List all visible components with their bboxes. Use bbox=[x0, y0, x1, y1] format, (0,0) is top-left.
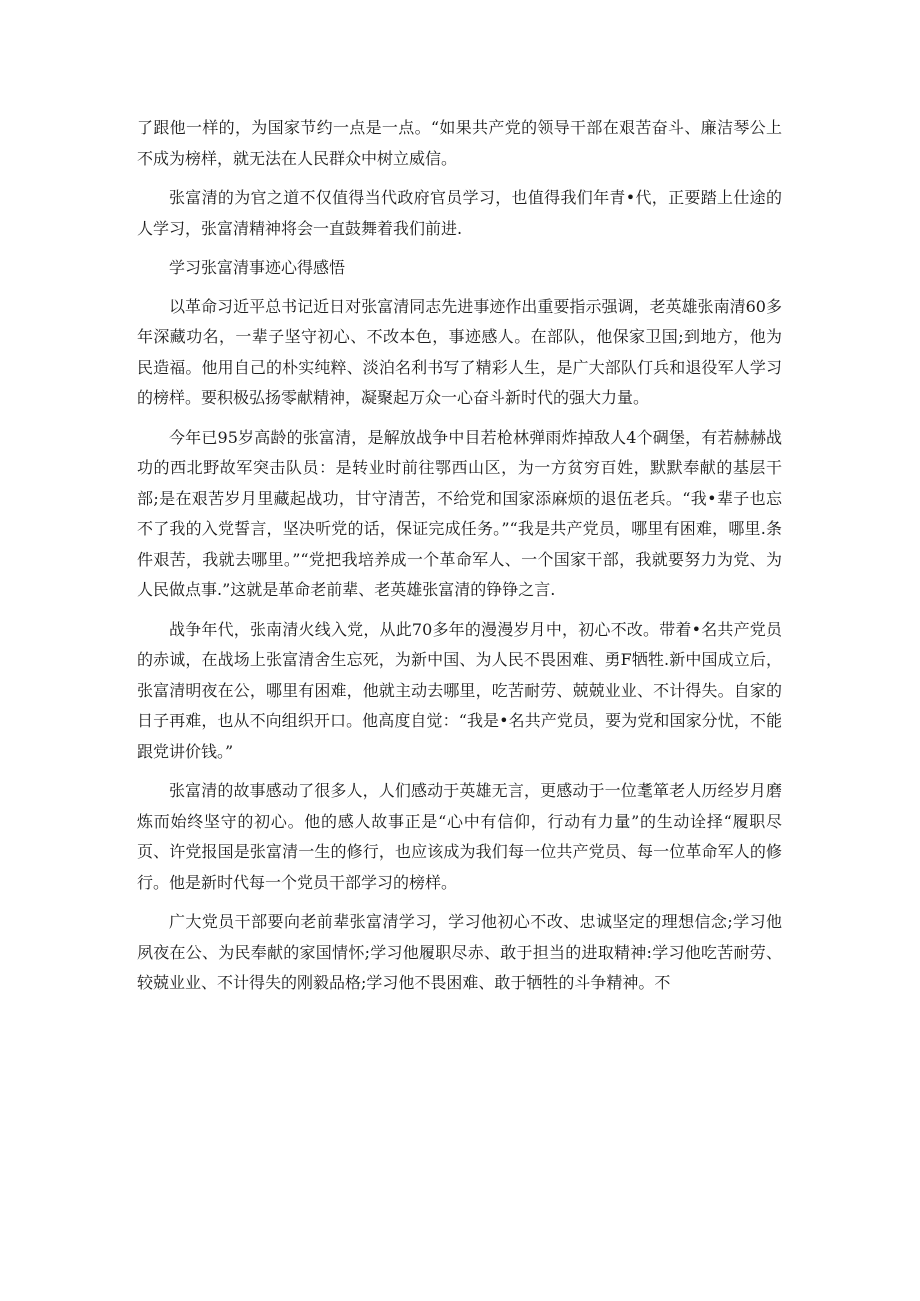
paragraph: 以革命习近平总书记近日对张富清同志先进事迹作出重要指示强调，老英雄张南清60多年深藏功名，一辈子坚守初心、不改本色，事迹感人。在部队，他保家卫国;到地方，他为民造福。他用自己的朴实纯粹、淡泊名利书写了精彩人生，是广大部队仃兵和退役军人学习的榜样。要积极弘扬零献精神，凝聚起万众一心奋斗新时代的强大力量。 bbox=[137, 296, 782, 407]
section-heading: 学习张富清事迹心得感悟 bbox=[169, 258, 346, 277]
paragraph-continued: 了跟他一样的，为国家节约一点是一点。“如果共产党的领导干部在艰苦奋斗、廉洁琴公上不成为榜样，就无法在人民群众中树立威信。 bbox=[137, 118, 782, 168]
paragraph: 张富清的为官之道不仅值得当代政府官员学习，也值得我们年青•代，正要踏上仕途的人学习，张富清精神将会一直鼓舞着我们前进. bbox=[137, 188, 782, 238]
paragraph: 广大党员干部要向老前辈张富清学习，学习他初心不改、忠诚坚定的理想信念;学习他夙夜在公、为民奉献的家国情怀;学习他履职尽赤、敢于担当的进取精神:学习他吃苦耐劳、较兢业业、不计得失的刚毅品格;学习他不畏困难、敢于牺牲的斗争精神。不 bbox=[137, 912, 782, 992]
paragraph: 张富清的故事感动了很多人，人们感动于英雄无言，更感动于一位耄箪老人历经岁月磨炼而始终坚守的初心。他的感人故事正是“心中有信仰，行动有力量”的生动诠择“履职尽页、许党报国是张富清一生的修行，也应该成为我们每一位共产党员、每一位革命军人的修行。他是新时代每一个党员干部学习的榜样。 bbox=[137, 781, 782, 892]
document-body bbox=[137, 113, 782, 1008]
paragraph: 今年已95岁高龄的张富清，是解放战争中目若枪林弹雨炸掉敌人4个碉堡，有若赫赫战功的西北野故军突击队员：是转业时前往鄂西山区，为一方贫穷百姓，默默奉献的基层干部;是在艰苦岁月里藏起战功，甘守清苦，不给党和国家添麻烦的退伍老兵。“我•辈子也忘不了我的入党誓言，坚决听党的话，保证完成任务。”“我是共产党员，哪里有困难，哪里.条件艰苦，我就去哪里。”“党把我培养成一个革命军人、一个国家干部，我就要努力为党、为人民做点事.”这就是革命老前辈、老英雄张富清的铮铮之言. bbox=[137, 427, 782, 599]
paragraph: 战争年代，张南清火线入党，从此70多年的漫漫岁月中，初心不改。带着•名共产党员的赤诚，在战场上张富清舍生忘死，为新中国、为人民不畏困难、勇F牺牲.新中国成立后，张富清明夜在公，哪里有困难，他就主动去哪里，吃苦耐劳、兢兢业业、不计得失。自家的日子再难，也从不向组织开口。他高度自觉：“我是•名共产党员，要为党和国家分忧，不能跟党讲价钱。” bbox=[137, 619, 782, 761]
